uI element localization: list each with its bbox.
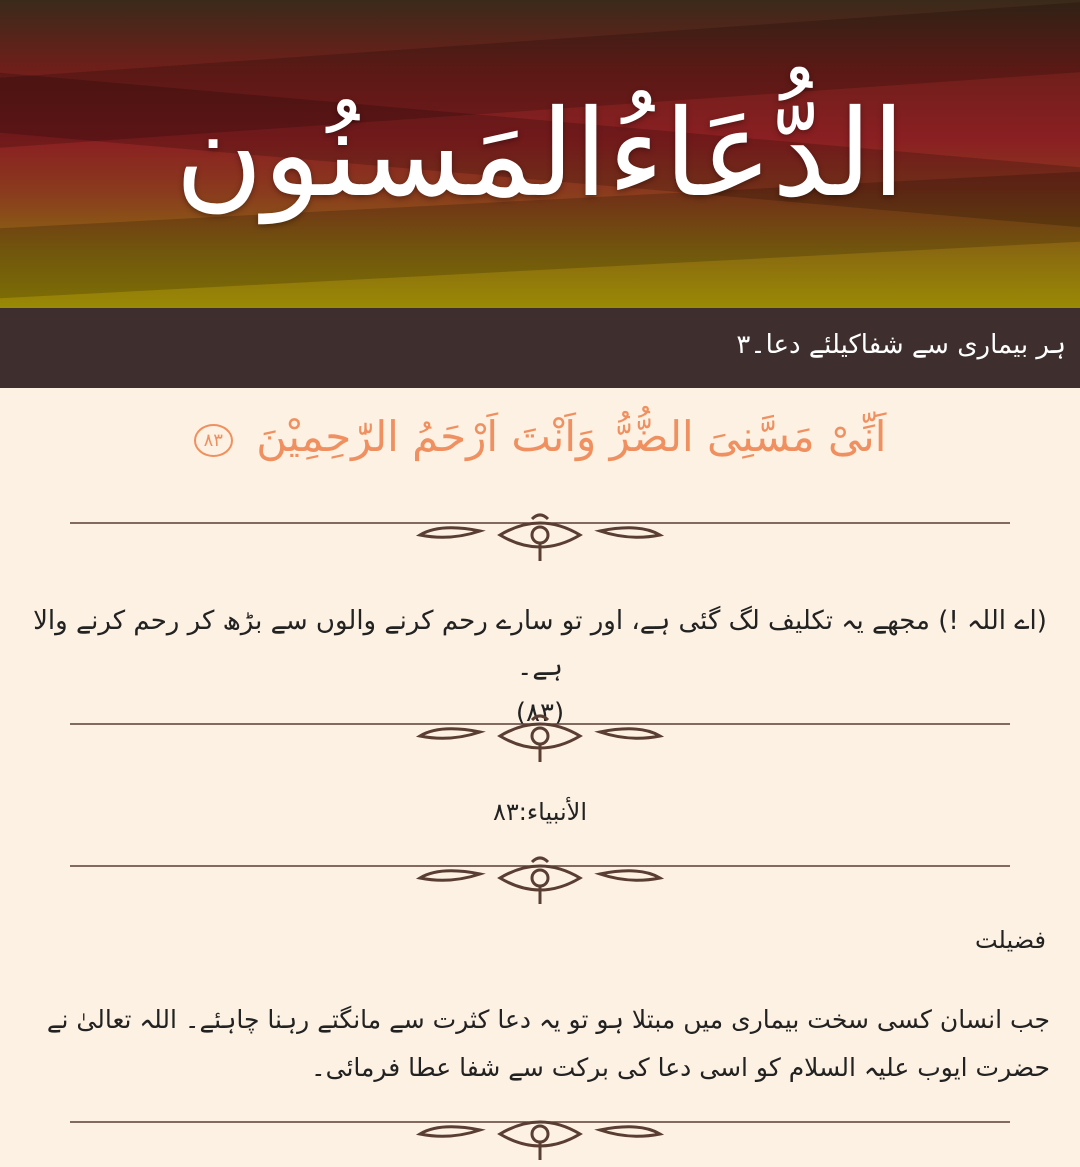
fazilat-text: جب انسان کسی سخت بیماری میں مبتلا ہو تو یہ دعا کثرت سے مانگتے رہنا چاہئے۔ اللہ تعالیٰ نے حضرت ایوب علیہ السلام کو اسی دعا کی برکت سے شفا عطا فرمائی۔ — [46, 1005, 1050, 1082]
arabic-verse — [0, 412, 1080, 461]
ornament-divider — [70, 1104, 1010, 1164]
dua-title: ہر بیماری سے شفاکیلئے دعا۔۳ — [736, 330, 1066, 360]
fazilat-heading: فضیلت — [974, 926, 1046, 954]
translation-verse-number: (۸۳) — [515, 698, 565, 728]
ayah-number-badge: ۸۳ — [194, 424, 233, 457]
ornament-divider — [70, 505, 1010, 565]
verse-text: اَنِّیْ مَسَّنِیَ الضُّرُّ وَاَنْتَ اَرْحَمُ الرّٰحِمِیْنَ — [256, 412, 887, 461]
header-banner — [0, 0, 1080, 308]
page-title: الدُّعَاءُالمَسنُون — [174, 84, 906, 224]
translation-line: (اے اللہ !) مجھے یہ تکلیف لگ گئی ہے، اور تو سارے رحم کرنے والوں سے بڑھ کر رحم کرنے والا ہے۔ — [33, 606, 1047, 682]
ornament-divider — [70, 848, 1010, 908]
subheader-bar — [0, 308, 1080, 388]
ornament-divider — [70, 706, 1010, 766]
surah-reference: الأنبیاء:۸۳ — [493, 798, 587, 826]
